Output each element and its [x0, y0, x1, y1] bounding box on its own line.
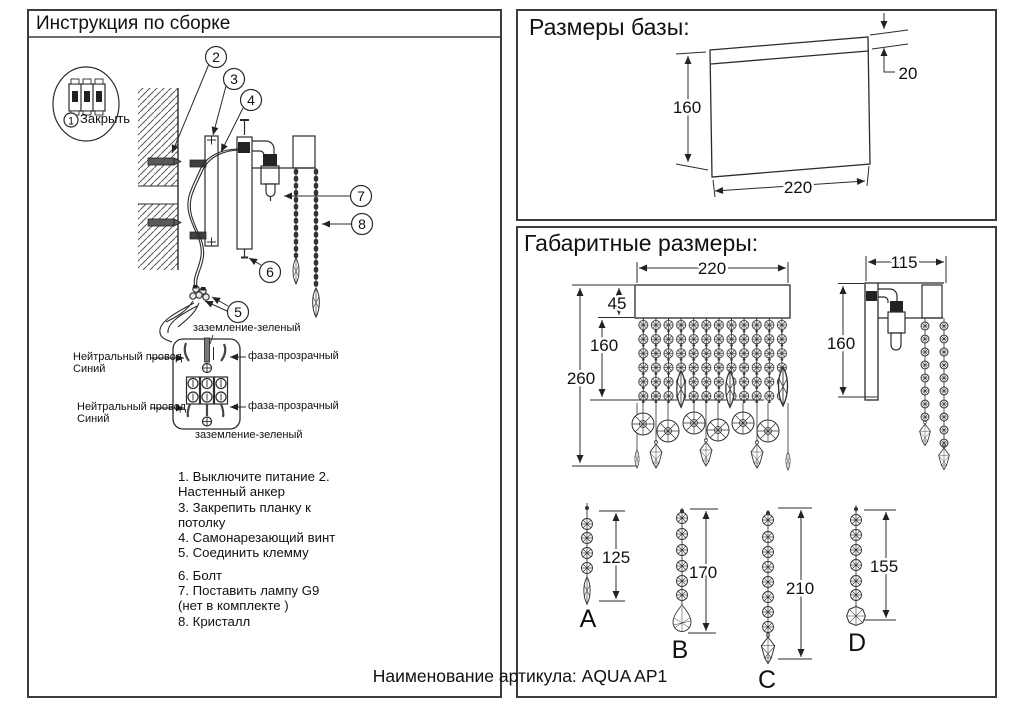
- wall-anchor-top: [148, 158, 181, 165]
- mounting-strip-drawing: [190, 136, 218, 247]
- step-line: 7. Поставить лампу G9: [178, 583, 320, 599]
- terminal-cluster: [190, 285, 209, 300]
- base-width-dim: 220: [783, 178, 813, 197]
- crystal-strands-drawing: [293, 168, 319, 317]
- base-thickness-dim: 20: [898, 64, 918, 83]
- wall-drawing: [138, 88, 181, 270]
- side-view-drawing: [865, 283, 944, 446]
- side-depth-dim: 115: [890, 253, 918, 272]
- lamp-body-drawing: [237, 120, 315, 258]
- callout-5: 5: [234, 304, 242, 320]
- wiring-phase-bottom-label: фаза-прозрачный: [248, 400, 339, 412]
- strand-b-label: B: [671, 636, 689, 664]
- front-base-height-dim: 45: [607, 294, 627, 313]
- step-line: 3. Закрепить планку к: [178, 499, 311, 515]
- base-plate-drawing: [710, 37, 870, 177]
- wiring-neutral-bottom-color-label: Синий: [77, 413, 110, 425]
- step-line: 8. Кристалл: [178, 613, 251, 629]
- side-height-dim: 160: [826, 334, 856, 353]
- callout-6: 6: [266, 264, 274, 280]
- callout-circles: [206, 47, 373, 323]
- step-line: 4. Самонарезающий винт: [178, 530, 336, 546]
- callout-2: 2: [212, 49, 220, 65]
- strand-a-label: A: [579, 605, 597, 633]
- strand-c-label: C: [757, 666, 777, 694]
- base-height-dim: 160: [672, 98, 702, 117]
- strand-d-label: D: [847, 629, 867, 657]
- callout-3: 3: [230, 71, 238, 87]
- wiring-phase-top-label: фаза-прозрачный: [248, 350, 339, 362]
- breaker-detail-drawing: [53, 67, 119, 141]
- step-line: 1. Выключите питание 2.: [178, 469, 330, 484]
- step-line: потолку: [178, 514, 226, 530]
- callout-8: 8: [358, 216, 366, 232]
- wiring-ground-top-label: заземление-зеленый: [193, 322, 301, 334]
- callout-4: 4: [247, 92, 255, 108]
- strand-a-length-dim: 125: [601, 548, 631, 567]
- wiring-neutral-top-color-label: Синий: [73, 363, 106, 375]
- step-line: Настенный анкер: [178, 484, 285, 500]
- wiring-neutral-bottom-label: Нейтральный провод: [77, 401, 187, 413]
- strand-c-length-dim: 210: [785, 579, 815, 598]
- step-line: 6. Болт: [178, 567, 223, 583]
- front-total-height-dim: 260: [566, 369, 596, 388]
- front-curtain-height-dim: 160: [589, 336, 619, 355]
- breaker-close-label: Закрыть: [80, 111, 131, 126]
- wiring-neutral-top-label: Нейтральный провод: [73, 351, 183, 363]
- wall-anchor-bottom: [148, 219, 181, 226]
- assembly-panel-title: Инструкция по сборке: [36, 13, 231, 34]
- strand-d-length-dim: 155: [869, 557, 899, 576]
- overall-dimensions-title: Габаритные размеры:: [524, 230, 759, 256]
- step-line: (нет в комплекте ): [178, 598, 289, 614]
- article-name-line: Наименование артикула: AQUA AP1: [372, 666, 668, 686]
- wiring-ground-bottom-label: заземление-зеленый: [195, 429, 303, 441]
- strand-b-length-dim: 170: [688, 563, 718, 582]
- base-dimensions-title: Размеры базы:: [529, 14, 690, 40]
- side-view-strand-beads: [920, 322, 950, 470]
- assembly-steps-list: [178, 469, 433, 629]
- callout-7: 7: [357, 188, 365, 204]
- breaker-step-number: 1: [67, 115, 75, 128]
- front-width-dim: 220: [697, 259, 727, 278]
- step-line: 5. Соединить клемму: [178, 545, 309, 561]
